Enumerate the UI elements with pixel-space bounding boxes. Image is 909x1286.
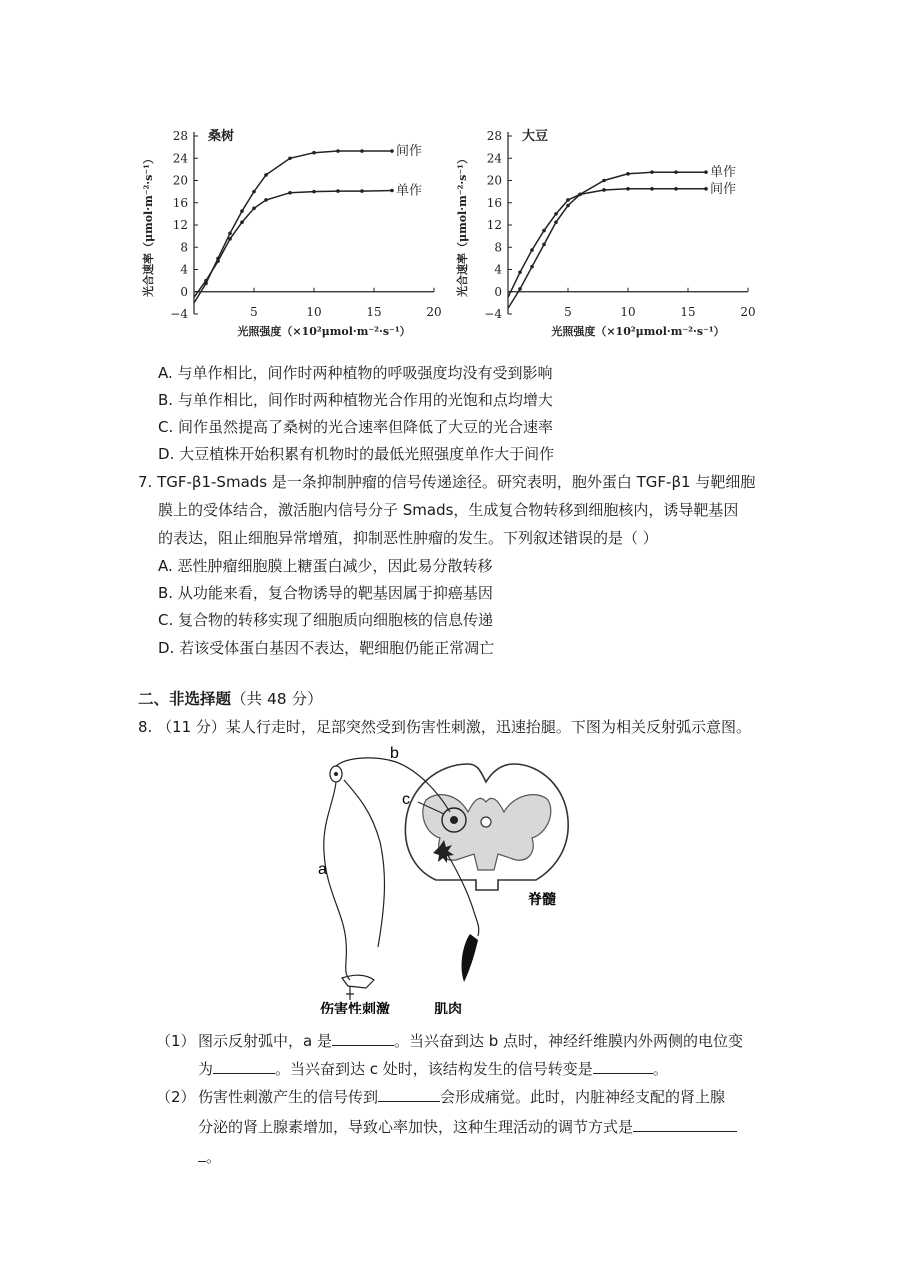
- data-point: [204, 279, 208, 283]
- data-point: [542, 243, 546, 247]
- data-point: [240, 220, 244, 224]
- q7-option-a: A. 恶性肿瘤细胞膜上糖蛋白减少，因此易分散转移: [158, 557, 493, 575]
- q7-option-d: D. 若该受体蛋白基因不表达，靶细胞仍能正常凋亡: [158, 639, 495, 657]
- data-point: [674, 187, 678, 191]
- x-axis-label: 光照强度（×10²μmol·m⁻²·s⁻¹）: [551, 325, 725, 338]
- x-tick-label: 15: [366, 305, 382, 319]
- data-point: [602, 179, 606, 183]
- q8-stem: 8. （11 分）某人行走时，足部突然受到伤害性刺激，迅速抬腿。下图为相关反射弧示意图。: [138, 718, 751, 736]
- y-tick-label: 24: [486, 151, 502, 166]
- x-tick-label: 15: [680, 305, 696, 319]
- y-tick-label: 8: [180, 240, 188, 255]
- data-point: [252, 207, 256, 211]
- q8-sub1-text-3: 为: [198, 1060, 214, 1078]
- y-tick-label: 0: [494, 284, 502, 299]
- data-point: [336, 189, 340, 193]
- q7-stem-line-1: 7. TGF-β1-Smads 是一条抑制肿瘤的信号传递途径。研究表明，胞外蛋白 TGF-β1 与靶细胞: [138, 473, 756, 491]
- answer-blank-4[interactable]: [378, 1086, 440, 1102]
- chart-title: 桑树: [208, 129, 235, 144]
- x-tick-label: 20: [740, 305, 756, 319]
- y-tick-label: 4: [180, 262, 188, 277]
- motor-fiber: [446, 852, 479, 936]
- q8-sub2-text-3: 分泌的肾上腺素增加，导致心率加快，这种生理活动的调节方式是: [198, 1118, 634, 1136]
- y-tick-label: 20: [486, 173, 502, 188]
- data-point: [578, 193, 582, 197]
- q7-option-c: C. 复合物的转移实现了细胞质向细胞核的信息传递: [158, 611, 494, 629]
- y-axis-label: 光合速率（μmol·m⁻²·s⁻¹）: [142, 153, 155, 297]
- answer-blank-5-cont[interactable]: [198, 1146, 206, 1162]
- y-tick-label: −4: [170, 307, 188, 321]
- q6-option-d: D. 大豆植株开始积累有机物时的最低光照强度单作大于间作: [158, 445, 555, 463]
- label-spinal-cord: 脊髓: [528, 892, 556, 908]
- data-point: [360, 149, 364, 153]
- q8-sub2-text-2: 会形成痛觉。此时，内脏神经支配的肾上腺: [440, 1088, 726, 1106]
- data-point: [264, 198, 268, 202]
- skin-receptor: [342, 975, 374, 988]
- data-point: [390, 189, 394, 193]
- q8-sub1-text-5: 。: [652, 1060, 668, 1078]
- x-tick-label: 10: [620, 305, 636, 319]
- label-a: a: [318, 861, 327, 878]
- data-point: [336, 149, 340, 153]
- chart-mulberry: [136, 118, 456, 342]
- q8-sub2-line2: [198, 1116, 737, 1138]
- y-axis-label: 光合速率（μmol·m⁻²·s⁻¹）: [456, 153, 469, 297]
- answer-blank-3[interactable]: [593, 1058, 653, 1074]
- q7-option-b: B. 从功能来看，复合物诱导的靶基因属于抑癌基因: [158, 584, 493, 602]
- y-tick-label: 0: [180, 284, 188, 299]
- x-tick-label: 20: [426, 305, 442, 319]
- label-b: b: [390, 745, 399, 762]
- q8-sub2-line3: [198, 1146, 221, 1168]
- x-tick-label: 5: [250, 305, 258, 319]
- label-c: c: [402, 791, 410, 808]
- data-point: [566, 198, 570, 202]
- y-tick-label: 8: [494, 240, 502, 255]
- data-point: [312, 151, 316, 155]
- answer-blank-5[interactable]: [633, 1116, 737, 1132]
- y-tick-label: 16: [172, 195, 188, 210]
- y-tick-label: 24: [172, 151, 188, 166]
- data-point: [602, 188, 606, 192]
- data-point: [704, 187, 708, 191]
- y-tick-label: 28: [486, 129, 502, 143]
- chart-soybean-svg: [450, 118, 770, 338]
- chart-title: 大豆: [522, 129, 549, 144]
- data-point: [554, 212, 558, 216]
- data-point: [704, 170, 708, 174]
- data-point: [530, 265, 534, 269]
- data-point: [650, 170, 654, 174]
- q8-sub1-line1: [198, 1030, 743, 1052]
- label-stimulus: 伤害性刺激: [320, 1002, 390, 1014]
- answer-blank-1[interactable]: [332, 1030, 394, 1046]
- data-point: [518, 270, 522, 274]
- y-tick-label: −4: [484, 307, 502, 321]
- series-label: 间作: [710, 181, 737, 197]
- q8-sub1-line2: [198, 1058, 668, 1080]
- q8-sub1-number: （1）: [156, 1032, 196, 1050]
- q8-sub2-number: （2）: [156, 1088, 196, 1106]
- q6-option-b: B. 与单作相比，间作时两种植物光合作用的光饱和点均增大: [158, 391, 553, 409]
- x-tick-label: 10: [306, 305, 322, 319]
- muscle: [462, 934, 478, 982]
- y-tick-label: 28: [172, 129, 188, 143]
- q8-sub2-line1: [198, 1086, 725, 1108]
- series-label: 单作: [396, 183, 423, 199]
- data-point: [252, 190, 256, 194]
- stimulus-arrow: [346, 986, 354, 1000]
- series-label: 单作: [710, 165, 737, 181]
- data-point: [650, 187, 654, 191]
- data-point: [518, 287, 522, 291]
- reflex-arc-svg: [318, 742, 588, 1014]
- data-point: [390, 149, 394, 153]
- data-point: [288, 191, 292, 195]
- section-title: 二、非选择题: [138, 690, 232, 708]
- data-point: [240, 209, 244, 213]
- data-point: [554, 220, 558, 224]
- x-axis-label: 光照强度（×10²μmol·m⁻²·s⁻¹）: [237, 325, 411, 338]
- data-point: [312, 190, 316, 194]
- data-point: [674, 170, 678, 174]
- q6-option-a: A. 与单作相比，间作时两种植物的呼吸强度均没有受到影响: [158, 364, 553, 382]
- data-point: [228, 237, 232, 241]
- series-line-1: [508, 189, 706, 297]
- data-point: [542, 229, 546, 233]
- y-tick-label: 16: [486, 195, 502, 210]
- y-tick-label: 12: [486, 218, 502, 232]
- section-points: （共 48 分）: [231, 690, 323, 708]
- q7-stem-line-2: 膜上的受体结合，激活胞内信号分子 Smads，生成复合物转移到细胞核内，诱导靶基因: [158, 501, 739, 519]
- data-point: [626, 187, 630, 191]
- label-muscle: 肌肉: [434, 1002, 462, 1014]
- data-point: [626, 172, 630, 176]
- y-tick-label: 12: [172, 218, 188, 232]
- reflex-arc-diagram: [318, 742, 588, 1018]
- series-line-0: [194, 151, 392, 303]
- q8-sub1-text-1: 图示反射弧中，a 是: [198, 1032, 332, 1050]
- data-point: [360, 189, 364, 193]
- section-heading: [138, 688, 323, 710]
- series-label: 间作: [396, 144, 423, 160]
- interneuron-body: [450, 816, 458, 824]
- data-point: [530, 248, 534, 252]
- data-point: [566, 204, 570, 208]
- q8-sub2-text-4: 。: [206, 1148, 222, 1166]
- data-point: [264, 173, 268, 177]
- q8-sub2-text-1: 伤害性刺激产生的信号传到: [198, 1088, 379, 1106]
- y-tick-label: 4: [494, 262, 502, 277]
- central-canal: [481, 817, 491, 827]
- chart-mulberry-svg: [136, 118, 456, 338]
- data-point: [216, 259, 220, 263]
- data-point: [228, 232, 232, 236]
- x-tick-label: 5: [564, 305, 572, 319]
- q7-stem-line-3: 的表达，阻止细胞异常增殖，抑制恶性肿瘤的发生。下列叙述错误的是（ ）: [158, 529, 658, 547]
- series-line-1: [194, 191, 392, 298]
- sensory-fiber-2: [344, 780, 384, 947]
- q8-sub1-text-4: 。当兴奋到达 c 处时，该结构发生的信号转变是: [275, 1060, 593, 1078]
- q6-option-c: C. 间作虽然提高了桑树的光合速率但降低了大豆的光合速率: [158, 418, 554, 436]
- sensory-fiber-a: [324, 782, 350, 980]
- q8-sub1-text-2: 。当兴奋到达 b 点时，神经纤维膜内外两侧的电位变: [393, 1032, 744, 1050]
- answer-blank-2[interactable]: [213, 1058, 275, 1074]
- chart-soybean: [450, 118, 770, 342]
- y-tick-label: 20: [172, 173, 188, 188]
- data-point: [288, 156, 292, 160]
